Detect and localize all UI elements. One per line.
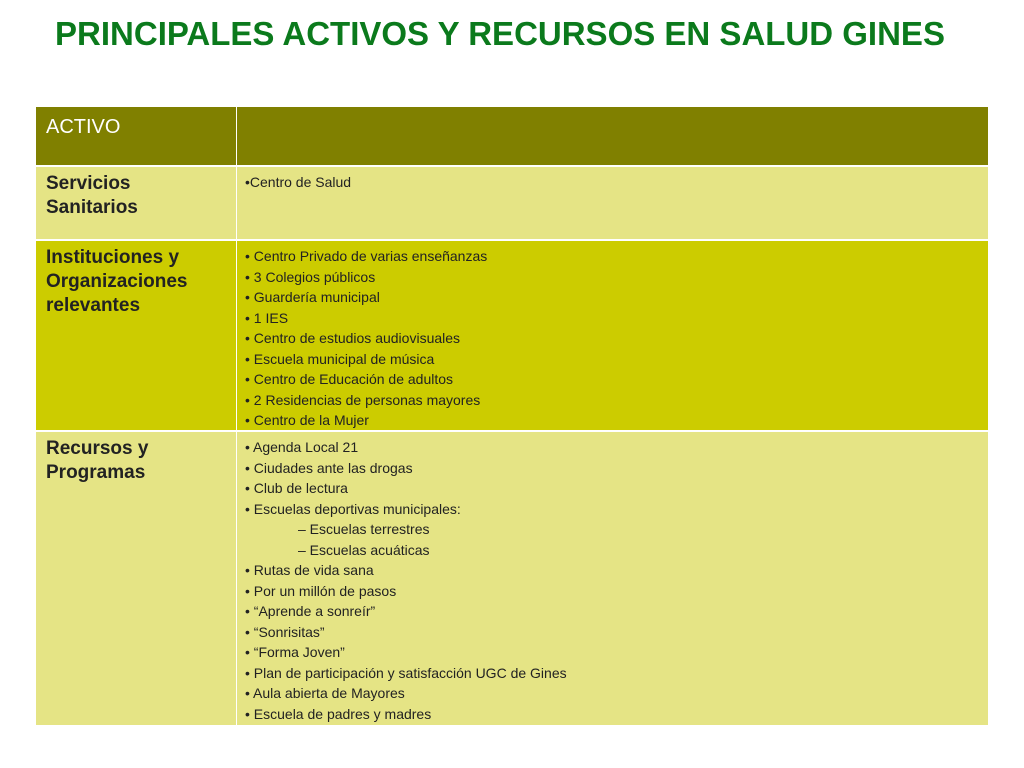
row-label-servicios-sanitarios: Servicios Sanitarios [36,167,236,239]
list-item: •Centro de Salud [245,174,352,190]
list-item: • Por un millón de pasos [245,582,397,599]
row-label-instituciones: Instituciones y Organizaciones relevantes [36,241,236,430]
row-label-recursos-programas: Recursos y Programas [36,432,236,725]
list-item: • Ciudades ante las drogas [245,459,413,476]
list-item: • 1 IES [245,309,289,326]
list-item: • Escuela municipal de música [245,350,435,367]
table-header-activo: ACTIVO [36,107,236,165]
list-item: – Escuelas terrestres [298,521,430,537]
row-items-instituciones [237,241,988,430]
list-item: • 3 Colegios públicos [245,268,376,285]
table-header-empty [237,107,988,165]
assets-table [36,107,988,725]
list-item: • Rutas de vida sana [245,562,374,578]
list-item: • Club de lectura [245,480,348,496]
list-item: • Centro de la Mujer [245,412,369,428]
row-items-recursos-programas [237,432,988,725]
list-item: • Centro Privado de varias enseñanzas [245,248,488,264]
list-item: – Escuelas acuáticas [298,541,430,558]
list-item: • Agenda Local 21 [245,439,359,455]
list-item: • 2 Residencias de personas mayores [245,391,481,408]
list-item: • Aula abierta de Mayores [245,685,405,701]
list-item: • “Aprende a sonreír” [245,603,376,619]
list-item: • “Forma Joven” [245,644,345,660]
list-item: • Escuela de padres y madres [245,705,432,722]
row-items-servicios-sanitarios [237,167,988,239]
list-item: • Centro de Educación de adultos [245,371,454,387]
list-item: • Plan de participación y satisfacción UGC de Gines [245,664,567,681]
list-item: • Escuelas deportivas municipales: [245,500,461,517]
list-item: • “Sonrisitas” [245,623,325,640]
list-item: • Centro de estudios audiovisuales [245,330,461,346]
page-title: PRINCIPALES ACTIVOS Y RECURSOS EN SALUD GINES [55,15,945,52]
list-item: • Guardería municipal [245,289,380,305]
